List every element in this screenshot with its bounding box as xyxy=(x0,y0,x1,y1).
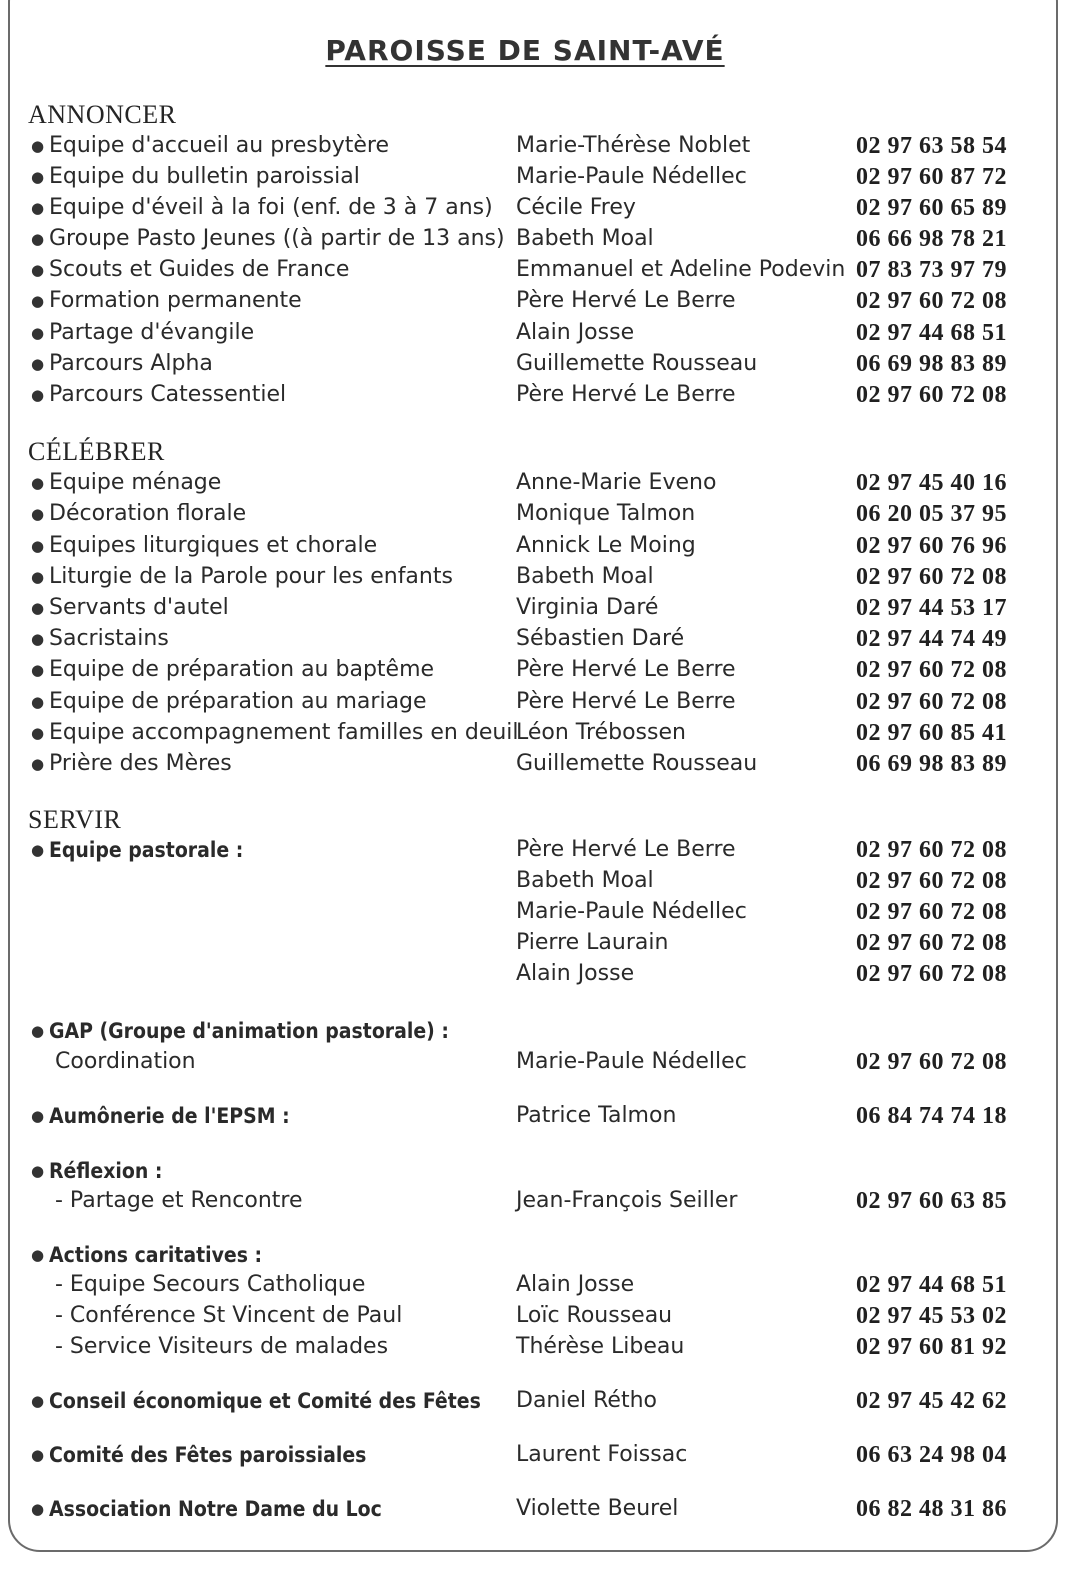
phone-number: 02 97 45 53 02 xyxy=(856,1303,1007,1329)
list-item xyxy=(0,161,1085,193)
list-item xyxy=(0,1239,1085,1271)
list-item xyxy=(0,927,1085,959)
contact-name: Père Hervé Le Berre xyxy=(516,657,736,682)
contact-name: Alain Josse xyxy=(516,320,635,345)
item-label: Equipe accompagnement familles en deuil xyxy=(49,720,519,745)
bullet-icon: ● xyxy=(31,568,45,586)
phone-number: 02 97 60 87 72 xyxy=(856,164,1007,190)
list-item xyxy=(0,592,1085,624)
contact-name: Jean-François Seiller xyxy=(516,1188,738,1213)
contact-name: Marie-Paule Nédellec xyxy=(516,1049,747,1074)
phone-number: 06 84 74 74 18 xyxy=(856,1103,1007,1129)
list-item xyxy=(0,1015,1085,1047)
item-label: Coordination xyxy=(55,1049,196,1074)
phone-number: 02 97 60 81 92 xyxy=(856,1334,1007,1360)
contact-name: Anne-Marie Eveno xyxy=(516,470,717,495)
item-label: Equipe du bulletin paroissial xyxy=(49,164,360,189)
item-label: GAP (Groupe d'animation pastorale) : xyxy=(49,1019,449,1043)
item-label: Association Notre Dame du Loc xyxy=(49,1497,382,1521)
item-label: Liturgie de la Parole pour les enfants xyxy=(49,564,453,589)
contact-name: Monique Talmon xyxy=(516,501,696,526)
phone-number: 02 97 44 53 17 xyxy=(856,595,1007,621)
contact-name: Guillemette Rousseau xyxy=(516,751,758,776)
list-item xyxy=(0,285,1085,317)
phone-number: 02 97 60 85 41 xyxy=(856,720,1007,746)
contact-name: Daniel Rétho xyxy=(516,1388,657,1413)
phone-number: 02 97 60 72 08 xyxy=(856,899,1007,925)
bullet-icon: ● xyxy=(31,1500,45,1518)
contact-name: Père Hervé Le Berre xyxy=(516,288,736,313)
bullet-icon: ● xyxy=(31,755,45,773)
item-label: - Equipe Secours Catholique xyxy=(55,1272,366,1297)
bullet-icon: ● xyxy=(31,261,45,279)
phone-number: 02 97 44 68 51 xyxy=(856,320,1007,346)
item-label: Formation permanente xyxy=(49,288,302,313)
contact-name: Père Hervé Le Berre xyxy=(516,382,736,407)
item-label: Equipe de préparation au baptême xyxy=(49,657,435,682)
bullet-icon: ● xyxy=(31,1446,45,1464)
phone-number: 02 97 44 74 49 xyxy=(856,626,1007,652)
contact-name: Père Hervé Le Berre xyxy=(516,689,736,714)
bullet-icon: ● xyxy=(31,324,45,342)
bullet-icon: ● xyxy=(31,630,45,648)
bullet-icon: ● xyxy=(31,693,45,711)
contact-name: Marie-Thérèse Noblet xyxy=(516,133,751,158)
list-item xyxy=(0,467,1085,499)
contact-name: Guillemette Rousseau xyxy=(516,351,758,376)
item-label: Servants d'autel xyxy=(49,595,229,620)
phone-number: 02 97 44 68 51 xyxy=(856,1272,1007,1298)
contact-name: Pierre Laurain xyxy=(516,930,669,955)
list-item xyxy=(0,1385,1085,1417)
bullet-icon: ● xyxy=(31,199,45,217)
contact-name: Marie-Paule Nédellec xyxy=(516,899,747,924)
item-label: Sacristains xyxy=(49,626,169,651)
phone-number: 02 97 60 72 08 xyxy=(856,657,1007,683)
contact-name: Virginia Daré xyxy=(516,595,659,620)
item-label: Parcours Catessentiel xyxy=(49,382,287,407)
bullet-icon: ● xyxy=(31,537,45,555)
list-item xyxy=(0,686,1085,718)
contact-name: Babeth Moal xyxy=(516,226,654,251)
bullet-icon: ● xyxy=(31,724,45,742)
list-item xyxy=(0,1331,1085,1363)
phone-number: 06 20 05 37 95 xyxy=(856,501,1007,527)
list-item xyxy=(0,1046,1085,1078)
item-label: Réflexion : xyxy=(49,1159,163,1183)
contact-name: Alain Josse xyxy=(516,1272,635,1297)
item-label: Equipe pastorale : xyxy=(49,838,244,862)
bullet-icon: ● xyxy=(31,661,45,679)
contact-name: Léon Trébossen xyxy=(516,720,686,745)
phone-number: 06 82 48 31 86 xyxy=(856,1496,1007,1522)
list-item xyxy=(0,654,1085,686)
phone-number: 06 63 24 98 04 xyxy=(856,1442,1007,1468)
list-item xyxy=(0,1439,1085,1471)
phone-number: 02 97 60 72 08 xyxy=(856,689,1007,715)
bullet-icon: ● xyxy=(31,168,45,186)
phone-number: 02 97 60 72 08 xyxy=(856,837,1007,863)
item-label: Actions caritatives : xyxy=(49,1243,263,1267)
list-item xyxy=(0,748,1085,780)
phone-number: 02 97 63 58 54 xyxy=(856,133,1007,159)
phone-number: 06 69 98 83 89 xyxy=(856,751,1007,777)
list-item xyxy=(0,530,1085,562)
phone-number: 02 97 60 72 08 xyxy=(856,868,1007,894)
bullet-icon: ● xyxy=(31,1246,45,1264)
contact-name: Babeth Moal xyxy=(516,868,654,893)
item-label: Equipe d'accueil au presbytère xyxy=(49,133,389,158)
phone-number: 06 66 98 78 21 xyxy=(856,226,1007,252)
section-heading-servir: SERVIR xyxy=(28,805,122,834)
item-label: Aumônerie de l'EPSM : xyxy=(49,1104,290,1128)
list-item xyxy=(0,498,1085,530)
list-item xyxy=(0,130,1085,162)
bullet-icon: ● xyxy=(31,599,45,617)
phone-number: 02 97 60 72 08 xyxy=(856,961,1007,987)
list-item xyxy=(0,1300,1085,1332)
phone-number: 02 97 60 72 08 xyxy=(856,564,1007,590)
contact-name: Cécile Frey xyxy=(516,195,636,220)
item-label: - Partage et Rencontre xyxy=(55,1188,303,1213)
item-label: Partage d'évangile xyxy=(49,320,255,345)
list-item xyxy=(0,1100,1085,1132)
contact-name: Thérèse Libeau xyxy=(516,1334,685,1359)
phone-number: 07 83 73 97 79 xyxy=(856,257,1007,283)
bullet-icon: ● xyxy=(31,1162,45,1180)
section-heading-annoncer: ANNONCER xyxy=(28,100,177,129)
phone-number: 02 97 60 72 08 xyxy=(856,382,1007,408)
item-label: Comité des Fêtes paroissiales xyxy=(49,1443,367,1467)
phone-number: 06 69 98 83 89 xyxy=(856,351,1007,377)
list-item xyxy=(0,192,1085,224)
phone-number: 02 97 60 63 85 xyxy=(856,1188,1007,1214)
list-item xyxy=(0,1155,1085,1187)
item-label: Parcours Alpha xyxy=(49,351,213,376)
phone-number: 02 97 60 65 89 xyxy=(856,195,1007,221)
contact-name: Alain Josse xyxy=(516,961,635,986)
contact-name: Violette Beurel xyxy=(516,1496,679,1521)
bullet-icon: ● xyxy=(31,1392,45,1410)
section-heading-celebrer: CÉLÉBRER xyxy=(28,437,165,466)
list-item xyxy=(0,958,1085,990)
item-label: Equipes liturgiques et chorale xyxy=(49,533,378,558)
list-item xyxy=(0,317,1085,349)
page-title: PAROISSE DE SAINT-AVÉ xyxy=(325,34,725,67)
list-item xyxy=(0,717,1085,749)
phone-number: 02 97 45 42 62 xyxy=(856,1388,1007,1414)
list-item xyxy=(0,834,1085,866)
list-item xyxy=(0,561,1085,593)
item-label: Scouts et Guides de France xyxy=(49,257,350,282)
item-label: Equipe de préparation au mariage xyxy=(49,689,427,714)
phone-number: 02 97 60 72 08 xyxy=(856,288,1007,314)
list-item xyxy=(0,1185,1085,1217)
list-item xyxy=(0,379,1085,411)
bullet-icon: ● xyxy=(31,474,45,492)
bullet-icon: ● xyxy=(31,137,45,155)
contact-name: Emmanuel et Adeline Podevin xyxy=(516,257,846,282)
bullet-icon: ● xyxy=(31,355,45,373)
contact-name: Laurent Foissac xyxy=(516,1442,688,1467)
item-label: - Conférence St Vincent de Paul xyxy=(55,1303,403,1328)
list-item xyxy=(0,623,1085,655)
contact-name: Babeth Moal xyxy=(516,564,654,589)
contact-name: Annick Le Moing xyxy=(516,533,696,558)
bullet-icon: ● xyxy=(31,230,45,248)
bullet-icon: ● xyxy=(31,841,45,859)
phone-number: 02 97 60 72 08 xyxy=(856,1049,1007,1075)
phone-number: 02 97 60 76 96 xyxy=(856,533,1007,559)
contact-name: Sébastien Daré xyxy=(516,626,685,651)
bullet-icon: ● xyxy=(31,505,45,523)
list-item xyxy=(0,223,1085,255)
item-label: Prière des Mères xyxy=(49,751,232,776)
item-label: Equipe ménage xyxy=(49,470,222,495)
list-item xyxy=(0,1493,1085,1525)
contact-name: Père Hervé Le Berre xyxy=(516,837,736,862)
list-item xyxy=(0,1269,1085,1301)
list-item xyxy=(0,254,1085,286)
item-label: Groupe Pasto Jeunes ((à partir de 13 ans) xyxy=(49,226,505,251)
bullet-icon: ● xyxy=(31,386,45,404)
phone-number: 02 97 60 72 08 xyxy=(856,930,1007,956)
item-label: Décoration florale xyxy=(49,501,247,526)
list-item xyxy=(0,348,1085,380)
bullet-icon: ● xyxy=(31,292,45,310)
contact-name: Patrice Talmon xyxy=(516,1103,677,1128)
contact-name: Loïc Rousseau xyxy=(516,1303,673,1328)
phone-number: 02 97 45 40 16 xyxy=(856,470,1007,496)
list-item xyxy=(0,896,1085,928)
bullet-icon: ● xyxy=(31,1022,45,1040)
contact-name: Marie-Paule Nédellec xyxy=(516,164,747,189)
item-label: - Service Visiteurs de malades xyxy=(55,1334,389,1359)
list-item xyxy=(0,865,1085,897)
bullet-icon: ● xyxy=(31,1107,45,1125)
item-label: Equipe d'éveil à la foi (enf. de 3 à 7 ans) xyxy=(49,195,493,220)
item-label: Conseil économique et Comité des Fêtes xyxy=(49,1389,481,1413)
